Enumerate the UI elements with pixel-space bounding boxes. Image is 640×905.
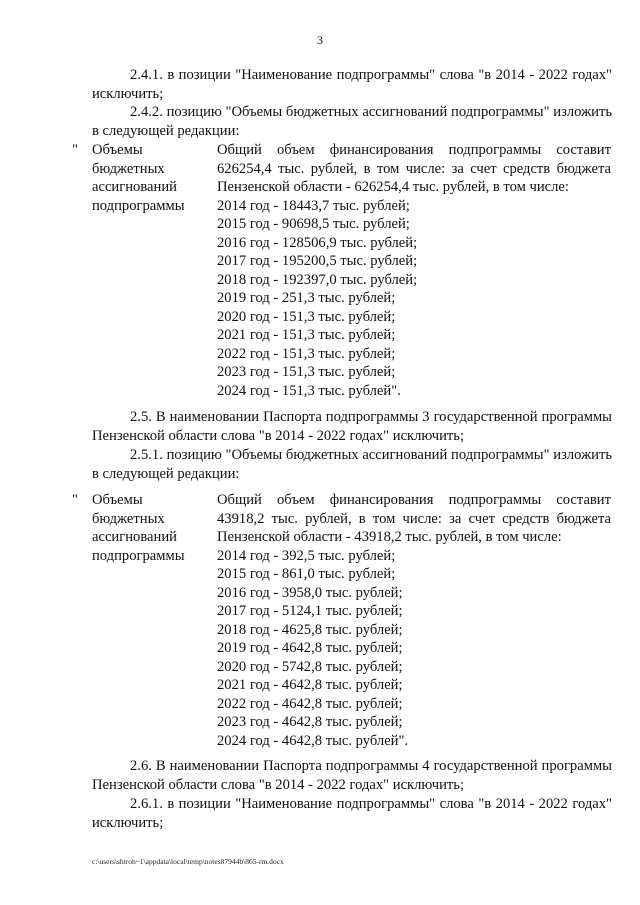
year-line: 2014 год - 18443,7 тыс. рублей; xyxy=(217,197,410,214)
funding-text-2 xyxy=(217,491,611,750)
paragraph-2-5: 2.5. В наименовании Паспорта подпрограммы 3 государственной программы Пензенской области слова "в 2014 - 2022 годах" исключить; xyxy=(92,409,612,444)
year-line: 2024 год - 4642,8 тыс. рублей". xyxy=(217,732,409,749)
year-line: 2021 год - 4642,8 тыс. рублей; xyxy=(217,677,403,693)
year-line: 2020 год - 5742,8 тыс. рублей; xyxy=(217,658,403,675)
footer-file-path: c:\users\shtroh~1\appdata\local\temp\notes87944b\865-rm.docx xyxy=(92,857,284,866)
label-line: бюджетных xyxy=(92,510,165,527)
label-line: подпрограммы xyxy=(92,547,185,564)
year-line: 2015 год - 90698,5 тыс. рублей; xyxy=(217,216,410,232)
year-line: 2023 год - 4642,8 тыс. рублей; xyxy=(217,714,403,730)
year-line: 2020 год - 151,3 тыс. рублей; xyxy=(217,308,396,325)
year-line: 2019 год - 251,3 тыс. рублей; xyxy=(217,290,396,306)
label-line: подпрограммы xyxy=(92,197,185,214)
opening-quote-2: " xyxy=(72,492,78,508)
year-line: 2018 год - 192397,0 тыс. рублей; xyxy=(217,271,418,288)
year-line: 2019 год - 4642,8 тыс. рублей; xyxy=(217,640,403,656)
label-line: Объемы xyxy=(92,142,143,158)
year-line: 2016 год - 128506,9 тыс. рублей; xyxy=(217,234,418,251)
paragraph-2-4-2: 2.4.2. позицию "Объемы бюджетных ассигнований подпрограммы" изложить в следующей редакции: xyxy=(92,104,612,139)
paragraph-2-6-1: 2.6.1. в позиции "Наименование подпрограммы" слова "в 2014 - 2022 годах" исключить; xyxy=(92,796,612,831)
funding-intro-1: Общий объем финансирования подпрограммы составит 626254,4 тыс. рублей, в том числе: за счет средств бюджета Пензенской области - 626254,4 тыс. рублей, в том числе: xyxy=(217,142,611,195)
year-line: 2016 год - 3958,0 тыс. рублей; xyxy=(217,584,403,601)
year-line: 2022 год - 4642,8 тыс. рублей; xyxy=(217,695,403,712)
label-line: ассигнований xyxy=(92,179,177,195)
paragraph-2-6: 2.6. В наименовании Паспорта подпрограммы 4 государственной программы Пензенской области слова "в 2014 - 2022 годах" исключить; xyxy=(92,758,612,793)
year-line: 2022 год - 151,3 тыс. рублей; xyxy=(217,345,396,362)
funding-intro-2: Общий объем финансирования подпрограммы составит 43918,2 тыс. рублей, в том числе: за счет средств бюджета Пензенской области - 43918,2 тыс. рублей, в том числе: xyxy=(217,492,611,545)
page-number: 3 xyxy=(317,33,323,47)
label-line: ассигнований xyxy=(92,529,177,545)
year-line: 2015 год - 861,0 тыс. рублей; xyxy=(217,566,396,582)
year-line: 2023 год - 151,3 тыс. рублей; xyxy=(217,364,396,380)
paragraph-2-5-1: 2.5.1. позицию "Объемы бюджетных ассигнований подпрограммы" изложить в следующей редакции: xyxy=(92,447,612,482)
year-line: 2021 год - 151,3 тыс. рублей; xyxy=(217,327,396,343)
opening-quote-1: " xyxy=(72,142,78,158)
position-label-2 xyxy=(92,491,212,565)
label-line: Объемы xyxy=(92,492,143,508)
year-line: 2014 год - 392,5 тыс. рублей; xyxy=(217,547,396,564)
position-label-1 xyxy=(92,141,212,215)
label-line: бюджетных xyxy=(92,160,165,177)
year-line: 2018 год - 4625,8 тыс. рублей; xyxy=(217,621,403,638)
year-line: 2024 год - 151,3 тыс. рублей". xyxy=(217,382,401,399)
funding-text-1 xyxy=(217,141,611,400)
year-line: 2017 год - 195200,5 тыс. рублей; xyxy=(217,253,418,269)
paragraph-2-4-1: 2.4.1. в позиции "Наименование подпрограммы" слова "в 2014 - 2022 годах" исключить; xyxy=(92,67,612,102)
year-line: 2017 год - 5124,1 тыс. рублей; xyxy=(217,603,403,619)
